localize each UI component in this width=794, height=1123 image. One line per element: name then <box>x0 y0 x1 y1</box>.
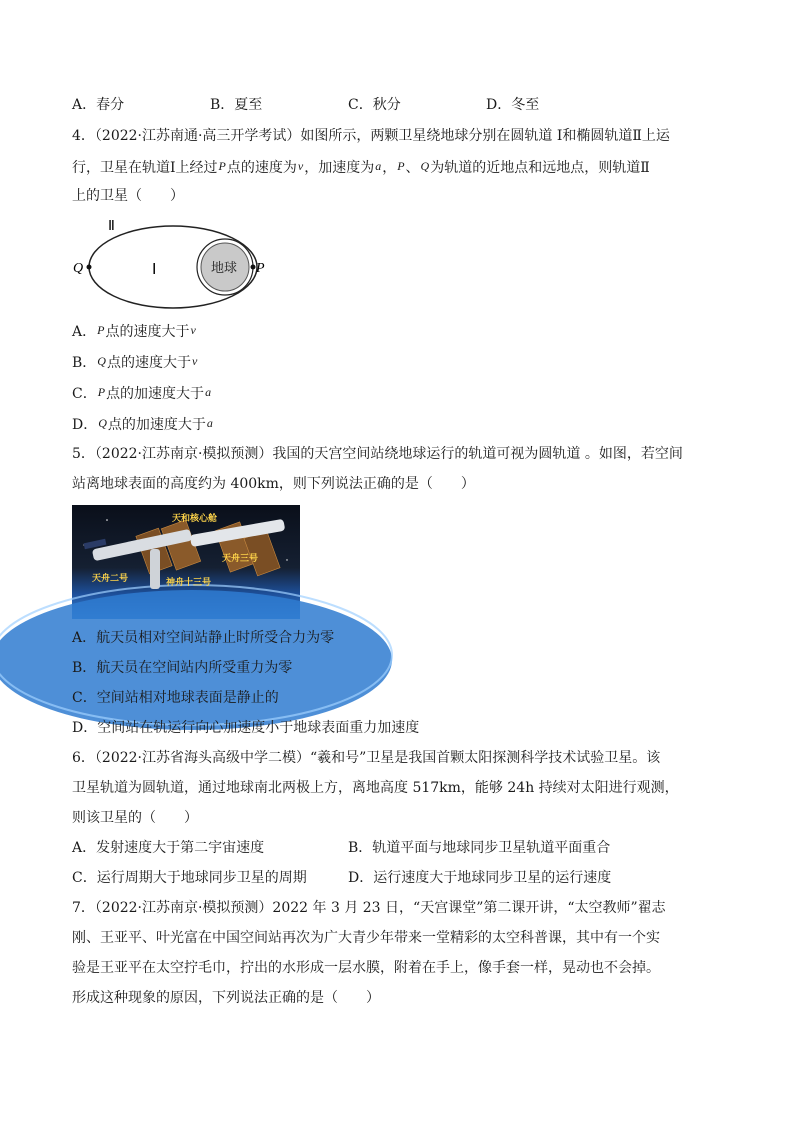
photo-label-tianzhou2: 天舟二号 <box>92 574 129 584</box>
label-p: P <box>256 261 265 276</box>
q6-option-d: D．运行速度大于地球同步卫星的运行速度 <box>348 870 612 886</box>
q7-stem-line2: 刚、王亚平、叶光富在中国空间站再次为广大青少年带来一堂精彩的太空科普课，其中有一个实 <box>72 930 660 946</box>
orbit-diagram <box>72 212 265 314</box>
var-v: v <box>297 159 304 173</box>
photo-label-shenzhou13: 神舟十三号 <box>166 578 212 588</box>
q6-stem-line2: 卫星轨道为圆轨道，通过地球南北两极上方，离地高度 517km，能够 24h 持续对太阳进行观测， <box>72 780 679 796</box>
q4-option-b: B．Q点的速度大于v <box>72 354 198 371</box>
q6-option-c: C．运行周期大于地球同步卫星的周期 <box>72 870 307 886</box>
q6-option-b: B．轨道平面与地球同步卫星轨道平面重合 <box>348 840 611 856</box>
q7-stem-line1: 7．（2022·江苏南京·模拟预测）2022 年 3 月 23 日，“天宫课堂”第二课开讲，“太空教师”翟志 <box>72 900 666 916</box>
var-p: P <box>397 159 405 173</box>
q5-option-a: A．航天员相对空间站静止时所受合力为零 <box>72 630 335 646</box>
point-p-dot <box>251 265 256 270</box>
point-q-dot <box>87 265 92 270</box>
q4-option-d: D．Q点的加速度大于a <box>72 416 213 433</box>
q3-option-d: D．冬至 <box>486 97 540 113</box>
var-p: P <box>218 159 226 173</box>
q4-stem-line3: 上的卫星（ ） <box>72 188 184 204</box>
q5-stem-line2: 站离地球表面的高度约为 400km，则下列说法正确的是（ ） <box>72 476 475 492</box>
q4-stem-line1: 4．（2022·江苏南通·高三开学考试）如图所示，两颗卫星绕地球分别在圆轨道 Ⅰ和椭圆轨道Ⅱ上运 <box>72 128 670 144</box>
photo-label-tianhe: 天和核心舱 <box>172 514 218 524</box>
var-a: a <box>375 159 382 173</box>
q3-option-c: C．秋分 <box>348 97 401 113</box>
q5-option-b: B．航天员在空间站内所受重力为零 <box>72 660 293 676</box>
photo-label-tianzhou3: 天舟三号 <box>222 554 259 564</box>
q4-stem-line2: 行，卫星在轨道Ⅰ上经过P点的速度为v，加速度为a，P、Q为轨道的近地点和远地点，则轨道Ⅱ <box>72 159 650 176</box>
q6-stem-line3: 则该卫星的（ ） <box>72 810 198 826</box>
shenzhou-module <box>150 549 160 589</box>
q6-stem-line1: 6．（2022·江苏省海头高级中学二模）“羲和号”卫星是我国首颗太阳探测科学技术试验卫星。该 <box>72 750 661 766</box>
label-q: Q <box>73 261 84 276</box>
q7-stem-line4: 形成这种现象的原因，下列说法正确的是（ ） <box>72 990 380 1006</box>
label-earth: 地球 <box>211 261 238 276</box>
var-q: Q <box>420 159 430 173</box>
label-orbit-i: Ⅰ <box>152 262 157 278</box>
label-orbit-ii: Ⅱ <box>108 219 115 234</box>
q5-option-c: C．空间站相对地球表面是静止的 <box>72 690 279 706</box>
q3-option-a: A．春分 <box>72 97 125 113</box>
q6-option-a: A．发射速度大于第二宇宙速度 <box>72 840 265 856</box>
q5-option-d: D．空间站在轨运行向心加速度小于地球表面重力加速度 <box>72 720 420 736</box>
q4-option-a: A．P点的速度大于v <box>72 323 196 340</box>
q3-option-b: B．夏至 <box>210 97 263 113</box>
q5-stem-line1: 5．（2022·江苏南京·模拟预测）我国的天宫空间站绕地球运行的轨道可视为圆轨道 。如图，若空间 <box>72 446 683 462</box>
q4-option-c: C．P点的加速度大于a <box>72 385 212 402</box>
space-station-photo <box>72 505 300 619</box>
q7-stem-line3: 验是王亚平在太空拧毛巾，拧出的水形成一层水膜，附着在手上，像手套一样，晃动也不会掉。 <box>72 960 660 976</box>
